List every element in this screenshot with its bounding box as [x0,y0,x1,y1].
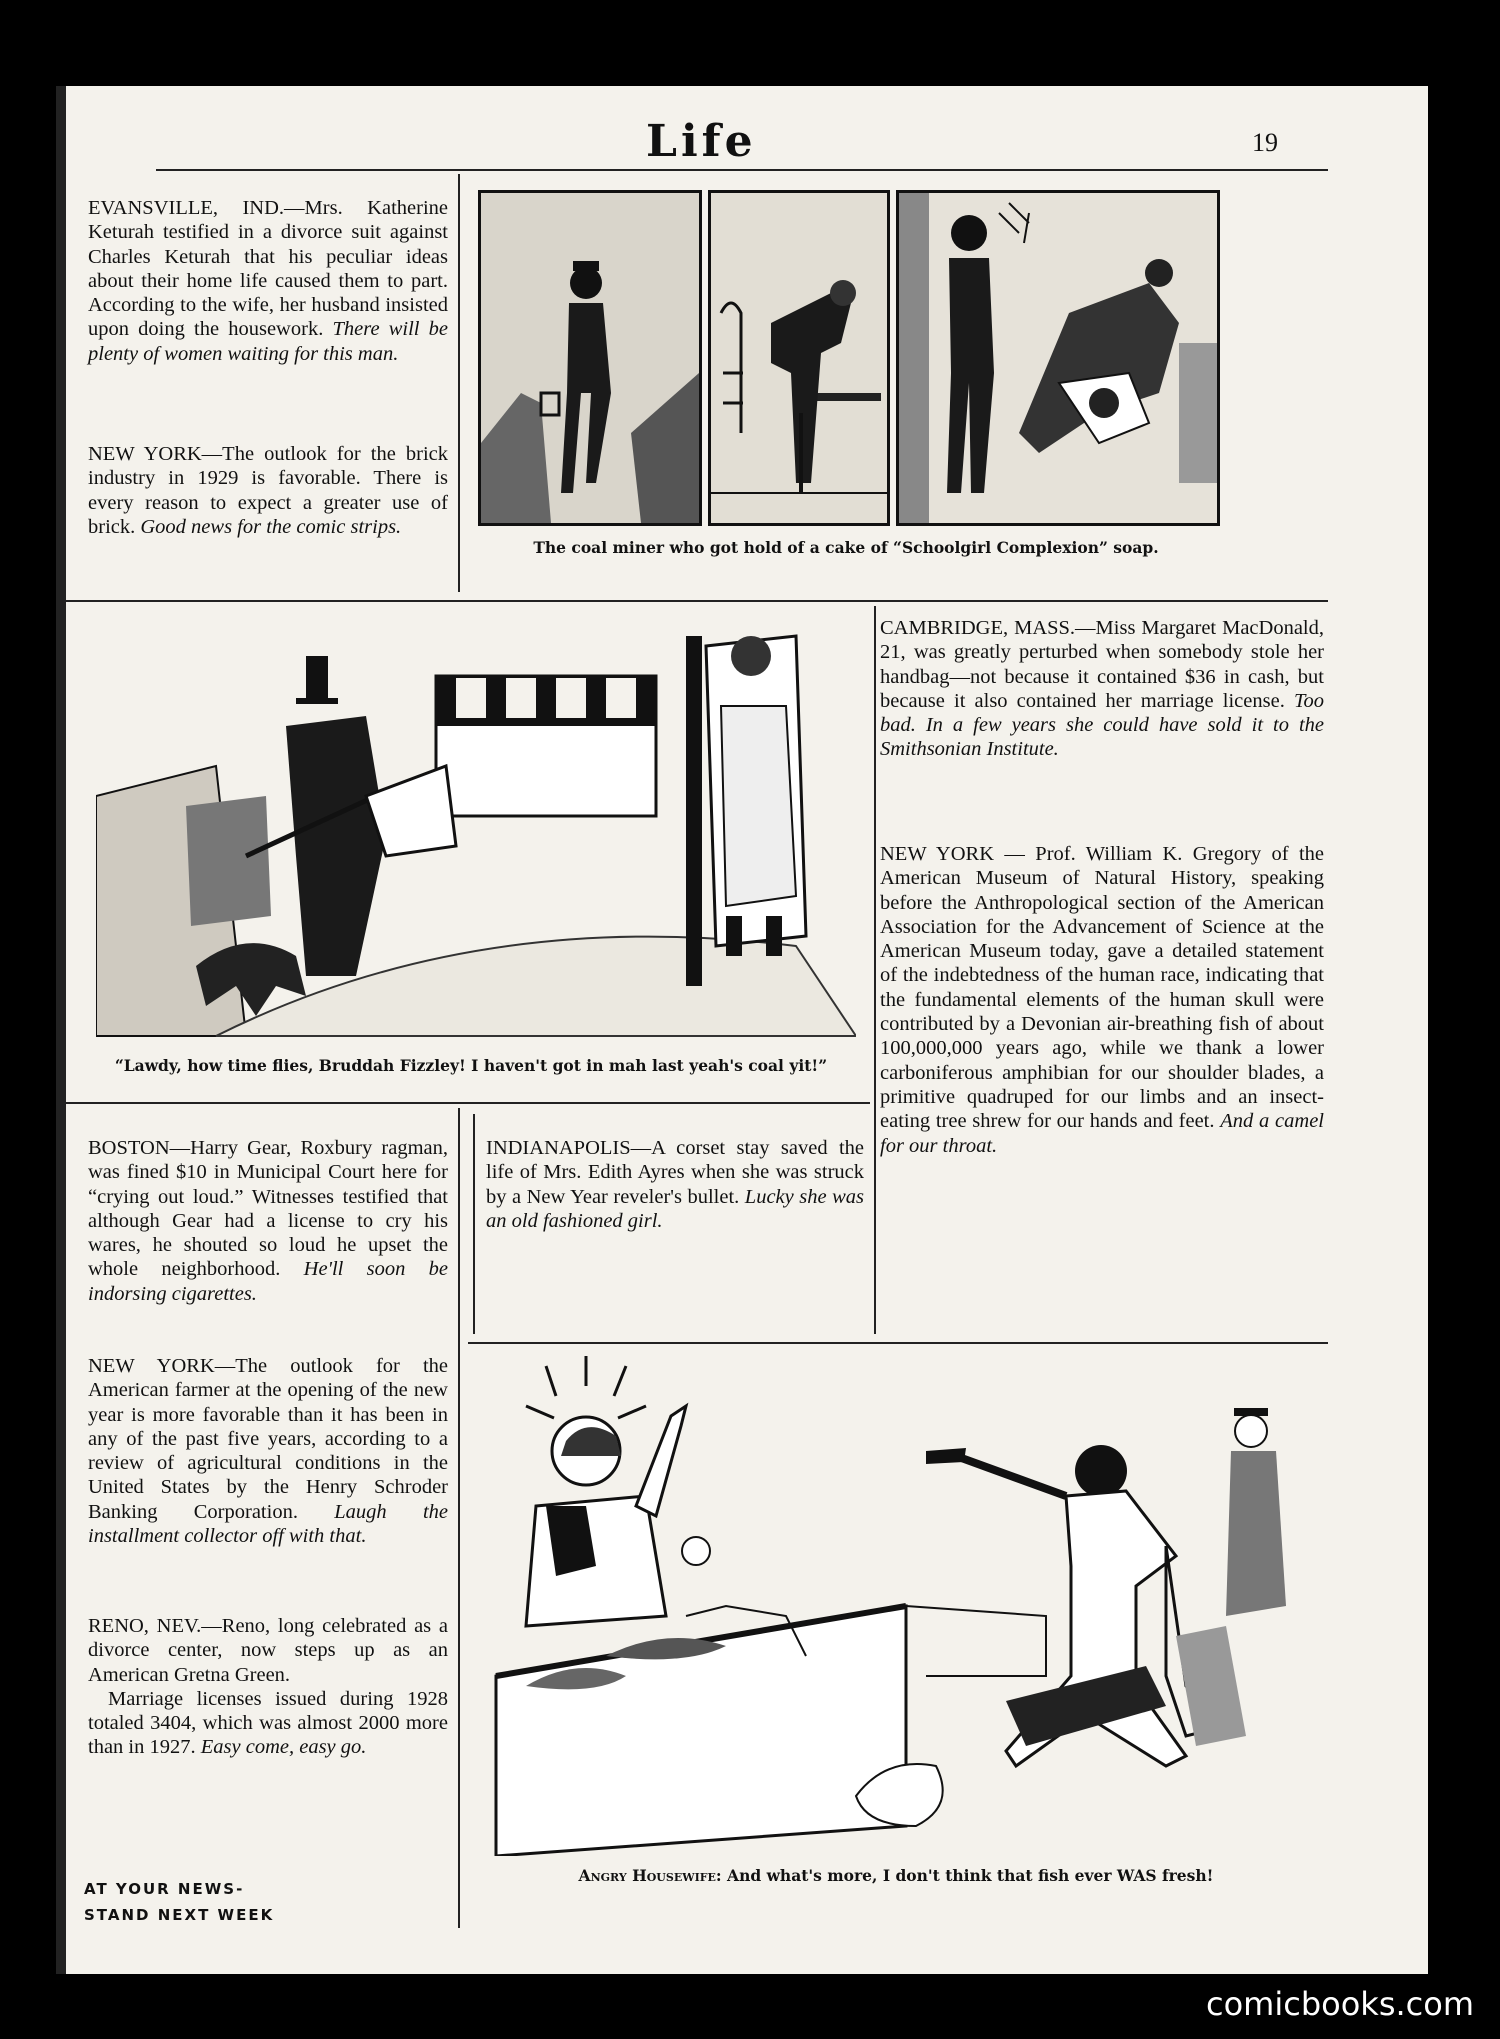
caption-line: And what's more, I don't think that fish ever WAS fresh! [727,1866,1214,1885]
item-quip: There will be plenty of women waiting for this man. [88,318,449,365]
item-reno [88,1614,448,1760]
column-divider-lower [458,1108,460,1928]
column-divider-top [458,174,460,592]
watermark: comicbooks.com [1205,1985,1474,2023]
item-quip: He'll soon be indorsing cigarettes. [88,1258,448,1305]
cartoon-fish-market [486,1356,1306,1856]
section-rule-1 [60,600,1328,602]
item-text: EVANSVILLE, IND.—Mrs. Katherine Keturah testified in a divorce suit against Charles Keturah that his peculiar ideas about their home life caused them to part. According to the wife, her husband insisted upon doing the housework. [88,197,448,341]
cartoon-snow-scene [96,616,856,1046]
caption-coal-miner: The coal miner who got hold of a cake of “Schoolgirl Complexion” soap. [533,538,1159,557]
section-rule-3 [468,1342,1328,1344]
comic-panel-1 [478,190,702,526]
page-number: 19 [1252,128,1278,157]
comic-panel-2 [708,190,890,526]
column-divider-mid [473,1114,475,1334]
magazine-page [56,86,1428,1974]
item-quip: Good news for the comic strips. [140,515,402,538]
page-spine [56,86,66,1974]
caption-housewife [476,1866,1316,1885]
item-indianapolis [486,1136,864,1233]
item-new-york-gregory [880,842,1324,1158]
item-cambridge [880,616,1324,762]
item-text: BOSTON—Harry Gear, Roxbury ragman, was fined $10 in Municipal Court here for “crying out loud.” Witnesses testified that although Gear had a license to cry his wares, he shouted so loud he upset the whole neighborhood. [88,1137,448,1281]
item-quip: And a camel for our throat. [880,1110,1324,1157]
comic-panel-3 [896,190,1220,526]
item-quip: Easy come, easy go. [200,1736,367,1759]
newsstand-notice [84,1876,274,1928]
item-new-york-brick [88,442,448,539]
item-quip: Laugh the installment collector off with that. [88,1500,448,1548]
item-text: INDIANAPOLIS—A corset stay saved the life of Mrs. Edith Ayres when she was struck by a New Year reveler's bullet. [486,1137,864,1208]
caption-lawdy: “Lawdy, how time flies, Bruddah Fizzley! I haven't got in mah last yeah's coal yit!” [114,1056,828,1075]
item-text: NEW YORK—The outlook for the brick industry in 1929 is favorable. There is every reason to expect a greater use of brick. [88,443,448,538]
item-text: CAMBRIDGE, MASS.—Miss Margaret MacDonald, 21, was greatly perturbed when somebody stole her handbag—not because it contained $36 in cash, but because it also contained her marriage license. [880,617,1324,712]
header-rule [156,169,1328,171]
masthead: Life [646,116,757,167]
item-text: RENO, NEV.—Reno, long celebrated as a divorce center, now steps up as an American Gretna Green. [88,1615,448,1686]
item-quip: Lucky she was an old fashioned girl. [486,1185,864,1232]
item-text-2: Marriage licenses issued during 1928 totaled 3404, which was almost 2000 more than in 1927. [88,1687,448,1759]
section-rule-2 [60,1102,870,1104]
item-text: NEW YORK—The outlook for the American farmer at the opening of the new year is more favorable than it has been in any of the past five years, according to a review of agricultural conditions in the United States by the Henry Schroder Banking Corporation. [88,1355,448,1523]
item-boston [88,1136,448,1306]
newsstand-line-1: AT YOUR NEWS- [84,1880,245,1898]
caption-speaker: Angry Housewife: [578,1866,722,1885]
item-new-york-farmer [88,1354,448,1548]
item-quip: Too bad. In a few years she could have sold it to the Smithsonian Institute. [880,689,1324,761]
item-text: NEW YORK — Prof. William K. Gregory of the American Museum of Natural History, speaking before the Anthropological section of the American Association for the Advancement of Science at the American Museum today, gave a detailed statement of the indebtedness of the human race, indicating that the fundamental elements of the human skull were contributed by a Devonian air-breathing fish of about 100,000,000 years ago, while we thank a lower carboniferous amphibian for our shoulder blades, a primitive quadruped for our limbs and an insect-eating tree shrew for our hands and feet. [880,843,1324,1133]
column-divider-right [874,606,876,1334]
newsstand-line-2: STAND NEXT WEEK [84,1906,275,1924]
item-evansville [88,196,448,366]
